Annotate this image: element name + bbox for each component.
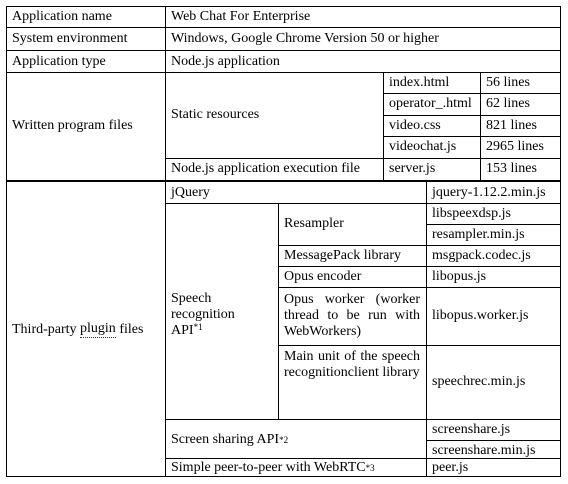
rule xyxy=(278,345,561,346)
static-file-lines: 2965 lines xyxy=(486,139,544,154)
rule xyxy=(278,287,561,288)
sys-env-label: System environment xyxy=(12,30,128,46)
third-party-label-plugin: plugin xyxy=(80,321,116,336)
rule xyxy=(165,458,561,459)
screen-sharing-file: screenshare.js xyxy=(432,421,511,437)
static-file-name: video.css xyxy=(389,117,441,133)
rule xyxy=(383,93,561,94)
rule xyxy=(383,136,561,137)
main-unit-label: Main unit of the speech recognitionclient library xyxy=(284,349,420,380)
app-name-value: Web Chat For Enterprise xyxy=(171,8,311,24)
app-name-label: Application name xyxy=(12,8,112,24)
rule xyxy=(6,50,561,51)
rule xyxy=(278,245,561,246)
third-party-label-post: files xyxy=(115,321,144,337)
opus-encoder-label: Opus encoder xyxy=(284,268,362,284)
sys-env-value: Windows, Google Chrome Version 50 or higher xyxy=(171,30,439,46)
rule xyxy=(165,419,561,420)
rule xyxy=(383,115,561,116)
exec-file-label: Node.js application execution file xyxy=(171,161,360,176)
rule xyxy=(6,180,561,182)
exec-file-name: server.js xyxy=(389,161,436,176)
resampler-label: Resampler xyxy=(284,216,344,231)
screen-sharing-label: Screen sharing API *2 xyxy=(171,432,289,447)
written-files-label: Written program files xyxy=(12,118,133,133)
rule xyxy=(6,6,561,7)
msgpack-label: MessagePack library xyxy=(284,247,402,263)
static-file-name: index.html xyxy=(389,74,450,90)
static-resources-label: Static resources xyxy=(171,107,260,122)
rule xyxy=(6,27,561,28)
opus-worker-file: libopus.worker.js xyxy=(432,307,529,323)
rule xyxy=(165,203,561,204)
rule xyxy=(278,266,561,267)
rule xyxy=(426,440,561,441)
jquery-label: jQuery xyxy=(171,184,210,200)
speech-api-footnote: *1 xyxy=(193,322,203,332)
screen-sharing-file: screenshare.min.js xyxy=(432,442,536,458)
static-file-lines: 56 lines xyxy=(486,74,530,90)
p2p-label: Simple peer-to-peer with WebRTC *3 xyxy=(171,459,375,475)
rule xyxy=(278,203,279,419)
p2p-text: Simple peer-to-peer with WebRTC xyxy=(171,459,366,475)
screen-sharing-text: Screen sharing API xyxy=(171,432,280,447)
rule xyxy=(165,6,166,477)
rule xyxy=(480,72,481,181)
static-file-name: operator_.html xyxy=(389,96,472,111)
opus-worker-label: Opus worker (worker thread to be run with WebWorkers) xyxy=(284,291,420,339)
speech-api-label xyxy=(165,203,278,419)
resampler-file: resampler.min.js xyxy=(432,226,525,242)
static-file-name: videochat.js xyxy=(389,139,457,154)
main-unit-file: speechrec.min.js xyxy=(432,374,526,389)
static-file-lines: 62 lines xyxy=(486,96,530,111)
msgpack-file: msgpack.codec.js xyxy=(432,247,531,263)
exec-file-lines: 153 lines xyxy=(486,161,537,176)
p2p-file: peer.js xyxy=(432,459,469,475)
rule xyxy=(6,476,561,477)
rule xyxy=(426,224,561,225)
rule xyxy=(426,182,427,477)
static-file-lines: 821 lines xyxy=(486,117,537,133)
rule xyxy=(165,158,561,159)
rule xyxy=(560,6,561,477)
rule xyxy=(383,72,384,181)
rule xyxy=(6,72,561,73)
resampler-file: libspeexdsp.js xyxy=(432,205,511,221)
third-party-label xyxy=(6,182,165,477)
third-party-label-pre: Third-party xyxy=(12,321,81,337)
app-type-value: Node.js application xyxy=(171,53,280,69)
speech-api-text: Speech recognition API xyxy=(171,291,235,338)
spec-table xyxy=(6,6,561,477)
rule xyxy=(6,6,7,477)
app-type-label: Application type xyxy=(12,53,106,69)
jquery-file: jquery-1.12.2.min.js xyxy=(432,184,546,200)
opus-encoder-file: libopus.js xyxy=(432,268,487,284)
